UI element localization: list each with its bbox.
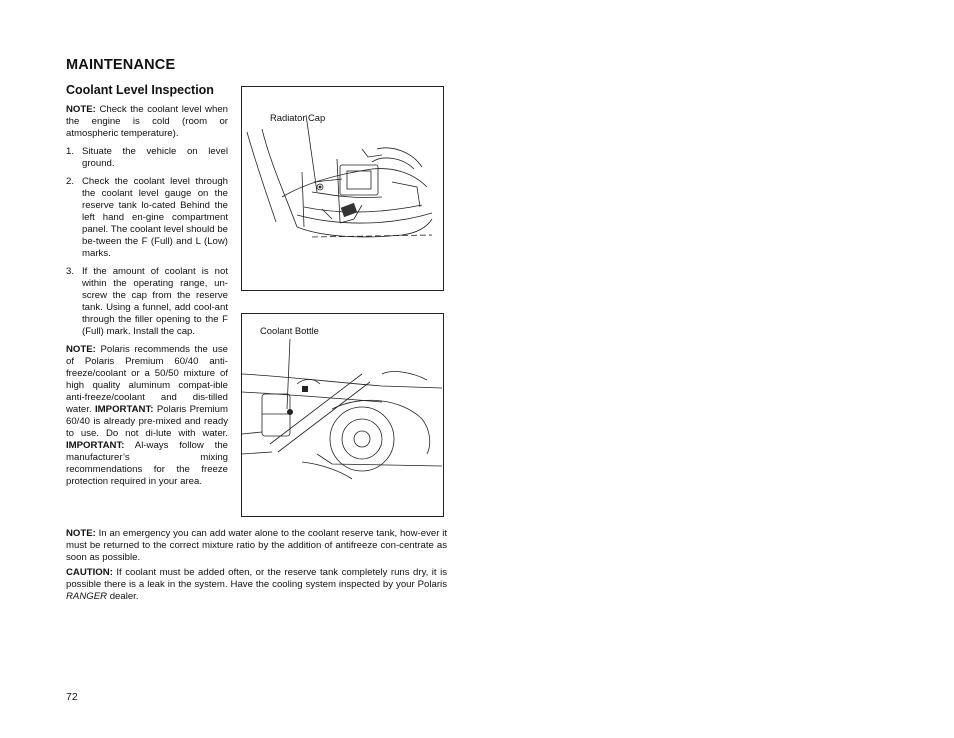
step-number: 1. (66, 146, 75, 157)
caution-text: If coolant must be added often, or the reserve tank completely runs dry, it is possible there is a leak in the system. Have the cooling system inspected by your Polaris (66, 567, 447, 590)
radiator-cap-label: Radiator Cap (270, 112, 326, 123)
left-column (66, 104, 228, 494)
note-text: In an emergency you can add water alone to the coolant reserve tank, how-ever it must be returned to the correct mixture ratio by the addition of antifreeze con-centrate as soon as possible. (66, 528, 447, 563)
steps-list (66, 146, 228, 338)
note-label: NOTE: (66, 104, 96, 115)
caution-paragraph (66, 567, 447, 603)
note-antifreeze (66, 344, 228, 488)
note-label: NOTE: (66, 344, 96, 355)
section-title: MAINTENANCE (66, 57, 176, 73)
step-item (66, 176, 228, 260)
coolant-bottle-figure (241, 313, 444, 517)
engine-illustration (242, 314, 443, 516)
caution-label: CAUTION: (66, 567, 113, 578)
caution-text: dealer. (107, 591, 139, 602)
step-number: 3. (66, 266, 75, 277)
note-label: NOTE: (66, 528, 96, 539)
note-check-cold (66, 104, 228, 140)
step-number: 2. (66, 176, 75, 187)
coolant-bottle-label: Coolant Bottle (260, 325, 319, 336)
note-text: Check the coolant level when the engine is cold (room or atmospheric temperature). (66, 104, 228, 139)
page-number: 72 (66, 691, 78, 703)
note-text: Polaris recommends the use of Polaris Premium 60/40 anti-freeze/coolant or a 50/50 mixture of high quality aluminum compat-ible anti-freeze/coolant and dis-tilled water. (66, 344, 228, 415)
step-text: If the amount of coolant is not within the operating range, un-screw the cap from the reserve tank. Using a funnel, add cool-ant through the filler opening to the F (Full) mark. Install the cap. (82, 266, 228, 337)
important-label: IMPORTANT: (66, 440, 125, 451)
step-text: Check the coolant level through the coolant level gauge on the reserve tank lo-cated Behind the left hand en-gine compartment panel. The coolant level should be be-tween the F (Full) and L (Low) marks. (82, 176, 228, 259)
important-label: IMPORTANT: (95, 404, 154, 415)
note-text: Al-ways follow the manufacturer’s mixing recommendations for the freeze protection required in your area. (66, 440, 228, 487)
radiator-cap-figure (241, 86, 444, 291)
subsection-title: Coolant Level Inspection (66, 83, 214, 97)
note-text: Polaris Premium 60/40 is already pre-mixed and ready to use. Do not di-lute with water. (66, 404, 228, 439)
engine-illustration (242, 87, 443, 290)
note-emergency-water (66, 528, 447, 564)
step-text: Situate the vehicle on level ground. (82, 146, 228, 169)
step-item (66, 146, 228, 170)
step-item (66, 266, 228, 338)
brand-name: RANGER (66, 591, 108, 602)
